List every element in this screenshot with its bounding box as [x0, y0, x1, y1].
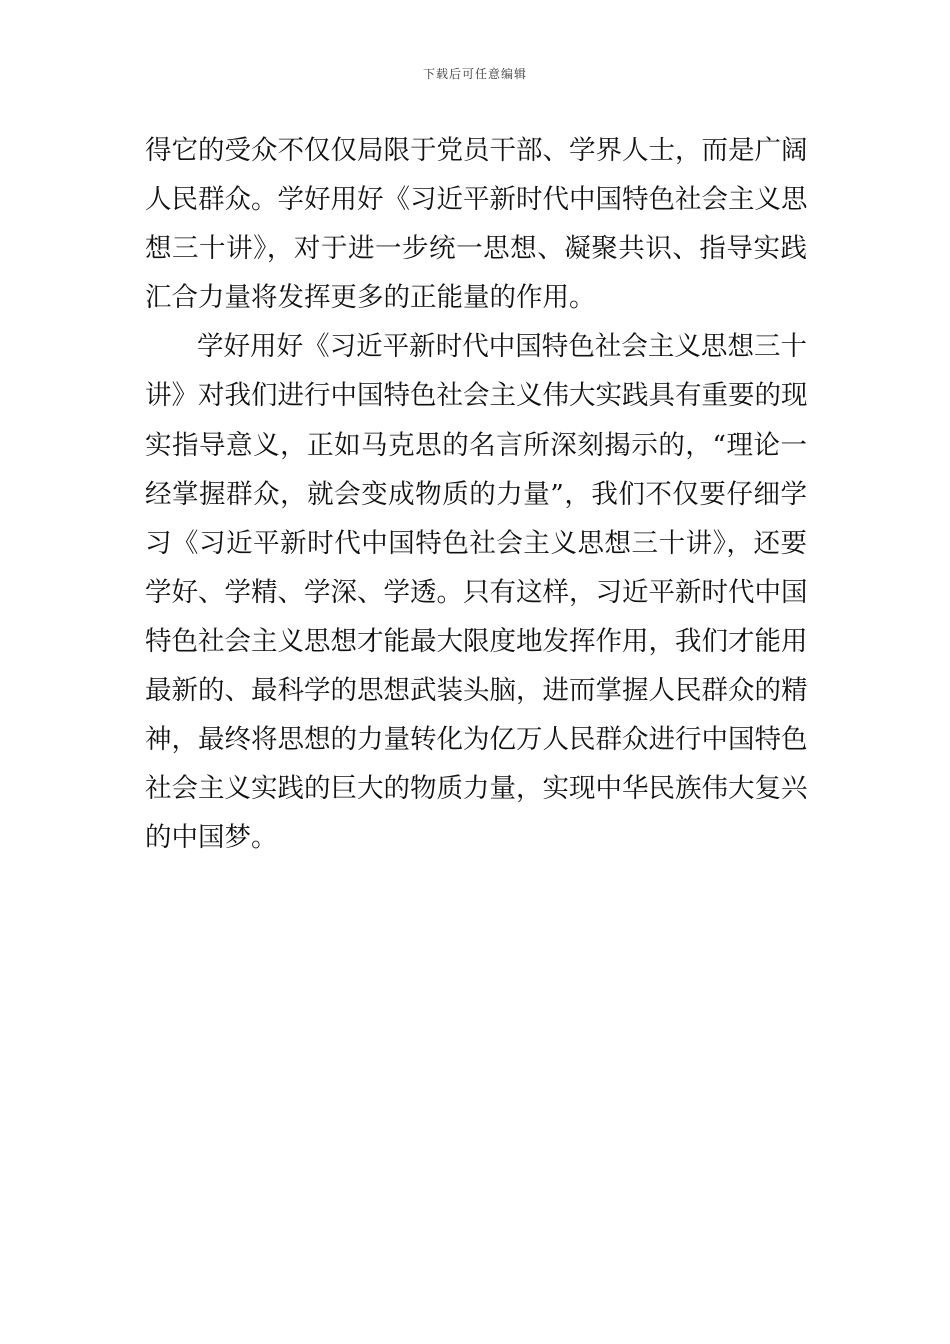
- text-line: 学好、学精、学深、学透。只有这样，习近平新时代中国: [145, 576, 808, 608]
- text-line: 经掌握群众，就会变成物质的力量”，我们不仅要仔细学: [145, 478, 807, 510]
- page-header: 下载后可任意编辑: [422, 67, 527, 81]
- text-line: 汇合力量将发挥更多的正能量的作用。: [145, 282, 596, 314]
- text-line: 习《习近平新时代中国特色社会主义思想三十讲》，还要: [145, 527, 807, 559]
- text-line: 得它的受众不仅仅局限于党员干部、学界人士，而是广阔: [145, 135, 808, 166]
- text-line: 学好用好《习近平新时代中国特色社会主义思想三十: [197, 331, 807, 363]
- text-line: 最新的、最科学的思想武装头脑，进而掌握人民群众的精: [145, 675, 808, 707]
- text-line: 实指导意义，正如马克思的名言所深刻揭示的，“理论一: [145, 429, 807, 461]
- text-line: 的中国梦。: [145, 822, 278, 854]
- text-line: 神，最终将思想的力量转化为亿万人民群众进行中国特色: [145, 724, 808, 756]
- text-line: 讲》对我们进行中国特色社会主义伟大实践具有重要的现: [145, 380, 808, 412]
- text-line: 人民群众。学好用好《习近平新时代中国特色社会主义思: [145, 184, 808, 216]
- paragraph-1: [145, 126, 807, 322]
- text-line: 特色社会主义思想才能最大限度地发挥作用，我们才能用: [145, 625, 808, 657]
- text-line: 社会主义实践的巨大的物质力量，实现中华民族伟大复兴: [145, 773, 808, 805]
- text-line: 想三十讲》，对于进一步统一思想、凝聚共识、指导实践: [145, 233, 807, 265]
- paragraph-2: [145, 322, 807, 862]
- document-body: [145, 126, 807, 862]
